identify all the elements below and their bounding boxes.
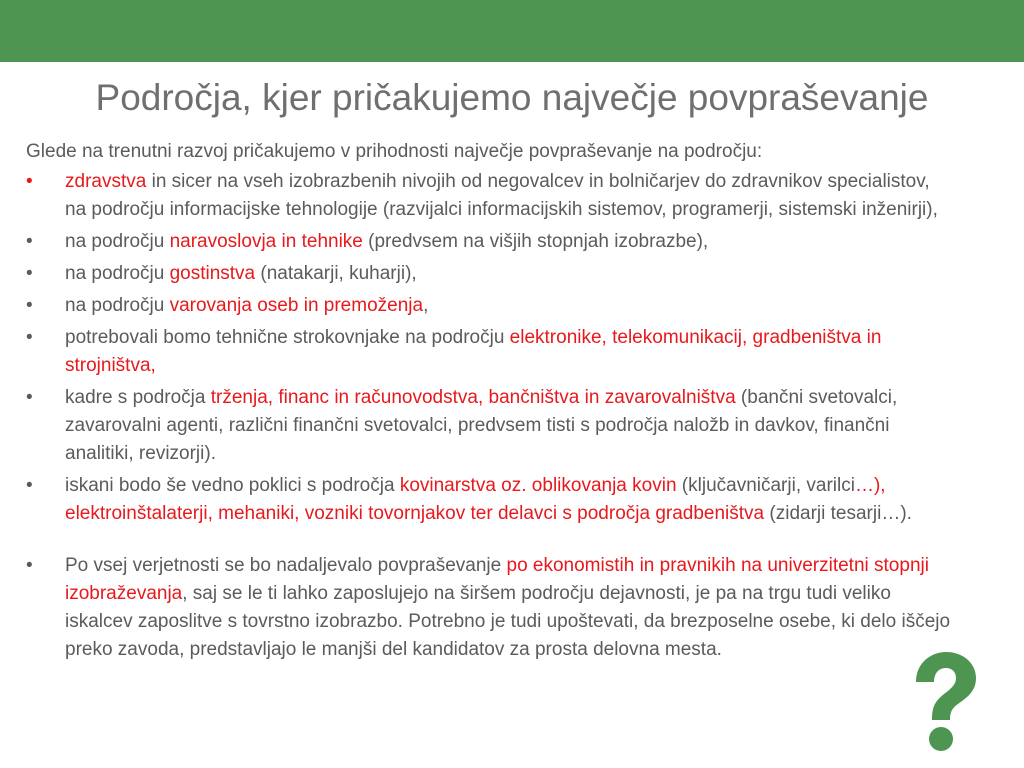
bullet-item: [26, 324, 955, 380]
bullet-text: (natakarji, kuharji),: [255, 263, 417, 284]
bullet-item: [26, 472, 955, 528]
bullet-item: [26, 228, 955, 256]
highlighted-text: zdravstva: [65, 171, 147, 192]
bullet-text: na področju: [65, 263, 170, 284]
bullet-text: ,: [423, 295, 429, 316]
bullet-marker: •: [26, 231, 33, 252]
question-mark-icon: [902, 648, 982, 758]
bullet-text: kadre s področja: [65, 387, 211, 408]
bullet-marker: •: [26, 387, 33, 408]
bullet-marker: •: [26, 555, 33, 576]
bullet-text: in sicer na vseh izobrazbenih nivojih od negovalcev in bolničarjev do zdravnikov specialistov, na področju informacijske tehnologije (razvijalci informacijskih sistemov, programerji, sistemski inženirji),: [65, 171, 938, 220]
bullet-text: (bančni svetovalci, zavarovalni agenti, različni finančni svetovalci, predvsem tisti s področja naložb in davkov, finančni analitiki, revizorji).: [65, 387, 898, 464]
slide-content: [26, 138, 986, 668]
bullet-marker: •: [26, 263, 33, 284]
bullet-marker: •: [26, 171, 33, 192]
intro-text: Glede na trenutni razvoj pričakujemo v prihodnosti največje povpraševanje na področju:: [26, 141, 763, 162]
highlighted-text: naravoslovja in tehnike: [169, 231, 363, 252]
bullet-list: [26, 168, 986, 664]
bullet-marker: •: [26, 475, 33, 496]
bullet-text: (predvsem na višjih stopnjah izobrazbe),: [362, 231, 709, 252]
highlighted-text: varovanja oseb in premoženja: [169, 295, 424, 316]
bullet-text: na področju: [65, 295, 170, 316]
bullet-item: [26, 384, 955, 468]
header-band: [0, 0, 1024, 62]
highlighted-text: elektronike, telekomunikacij, gradbeništva in strojništva,: [65, 327, 882, 376]
bullet-item: [26, 552, 955, 664]
bullet-item: [26, 168, 955, 224]
highlighted-text: trženja, financ in računovodstva, bančništva in zavarovalništva: [210, 387, 736, 408]
bullet-text: , saj se le ti lahko zaposlujejo na širšem področju dejavnosti, je pa na trgu tudi veliko iskalcev zaposlitve s tovrstno izobrazbo. Potrebno je tudi upoštevati, da brezposelne osebe, ki delo iščejo preko zavoda, predstavljajo le manjši del kandidatov za prosta delovna mesta.: [65, 583, 951, 660]
bullet-text: potrebovali bomo tehnične strokovnjake na področju: [65, 327, 510, 348]
bullet-text: Po vsej verjetnosti se bo nadaljevalo povpraševanje: [65, 555, 507, 576]
bullet-item: [26, 292, 955, 320]
highlighted-text: gostinstva: [169, 263, 256, 284]
slide-title: Področja, kjer pričakujemo največje povpraševanje: [95, 77, 929, 118]
bullet-text: (zidarji tesarji…).: [764, 503, 912, 524]
highlighted-text: kovinarstva oz. oblikovanja kovin: [399, 475, 677, 496]
bullet-marker: •: [26, 295, 33, 316]
bullet-text: iskani bodo še vedno poklici s področja: [65, 475, 400, 496]
bullet-text: (ključavničarji, varilci: [676, 475, 855, 496]
highlighted-text: …), elektroinštalaterji, mehaniki, vozniki tovornjakov ter delavci s področja gradbeništva: [65, 475, 886, 524]
bullet-marker: •: [26, 327, 33, 348]
highlighted-text: po ekonomistih in pravnikih na univerzitetni stopnji izobraževanja: [65, 555, 929, 604]
bullet-item: [26, 260, 955, 288]
bullet-text: na področju: [65, 231, 170, 252]
